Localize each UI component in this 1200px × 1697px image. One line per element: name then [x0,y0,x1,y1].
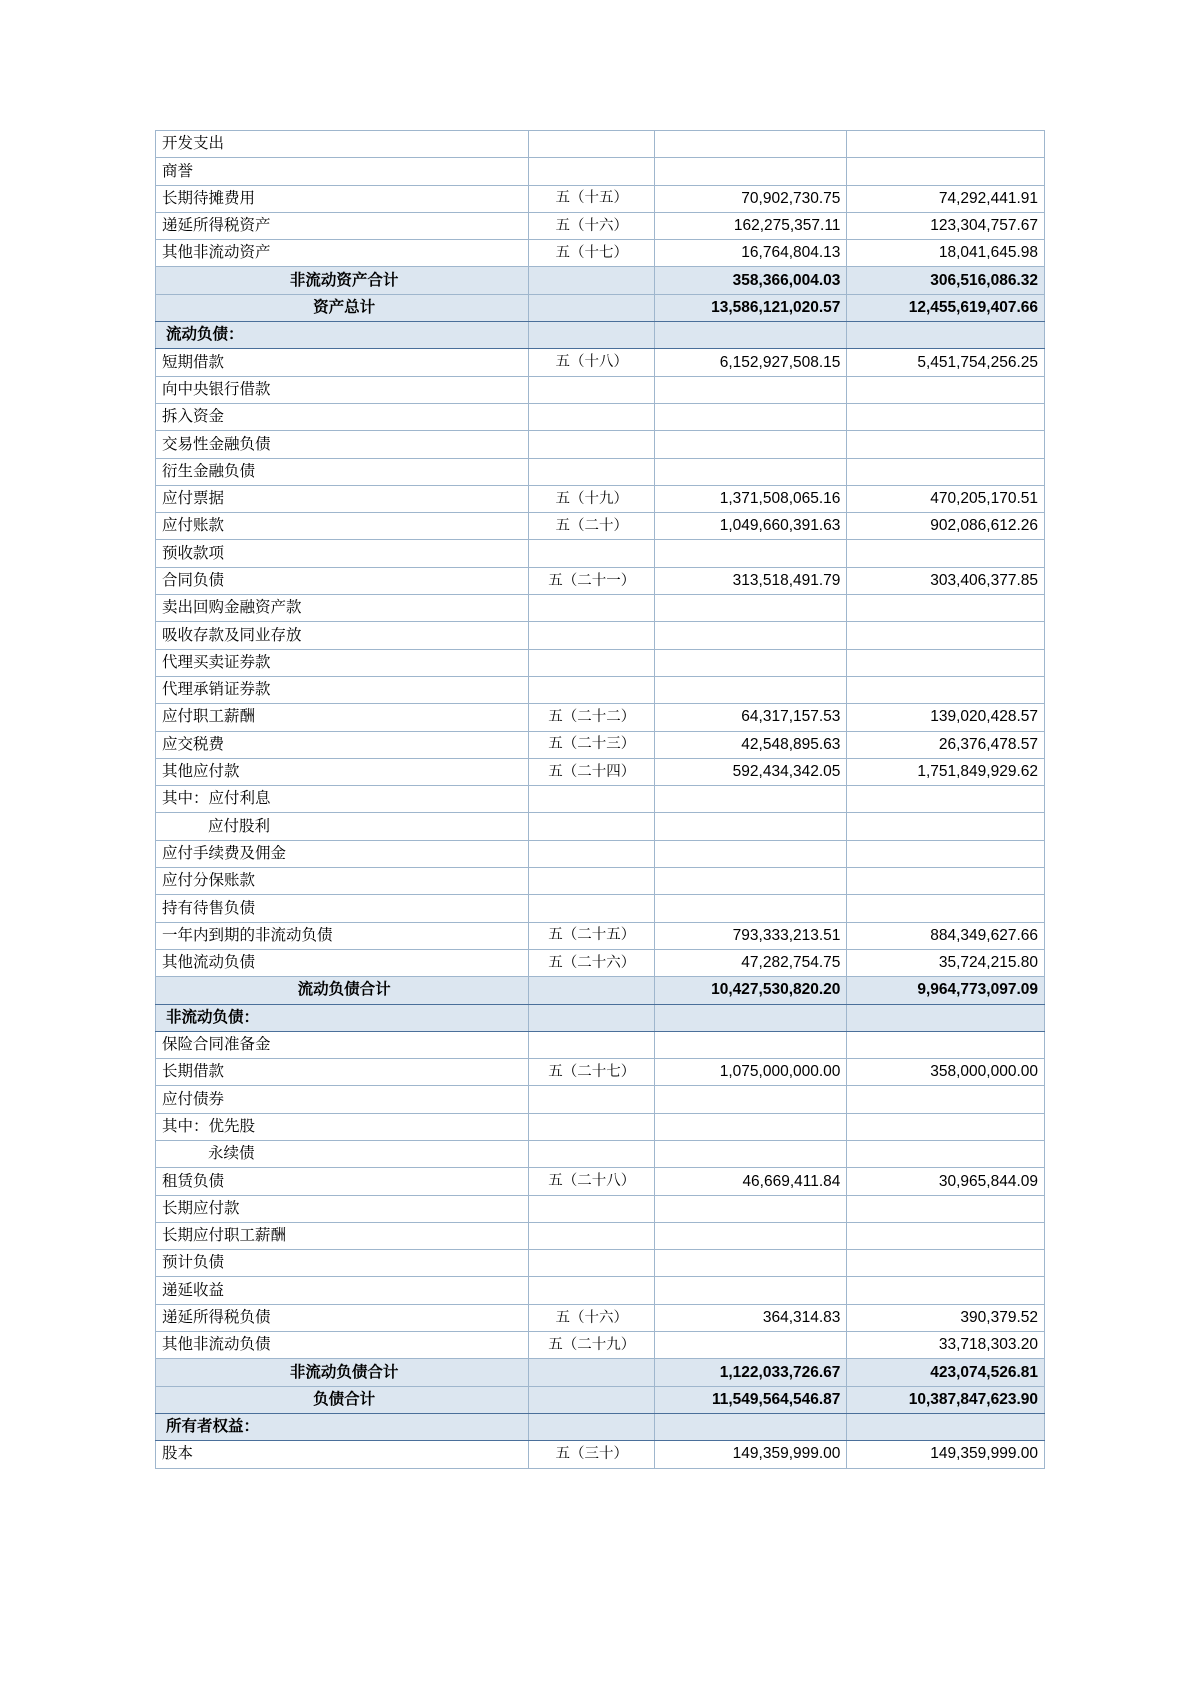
table-row [156,322,1045,349]
row-value-previous: 149,359,999.00 [847,1441,1045,1468]
row-value-current: 313,518,491.79 [655,567,847,594]
row-value-previous [847,376,1045,403]
row-value-current [655,1222,847,1249]
row-note-reference: 五（二十五） [529,922,655,949]
row-value-current [655,1004,847,1031]
row-value-previous: 902,086,612.26 [847,513,1045,540]
row-label: 合同负债 [156,567,529,594]
row-label: 向中央银行借款 [156,376,529,403]
row-value-current [655,813,847,840]
row-value-previous [847,649,1045,676]
row-label: 租赁负债 [156,1168,529,1195]
row-value-current [655,1113,847,1140]
table-row [156,458,1045,485]
row-value-current [655,840,847,867]
row-label: 非流动负债： [156,1004,529,1031]
row-label: 应付账款 [156,513,529,540]
row-value-current [655,1195,847,1222]
table-row [156,1277,1045,1304]
row-value-previous: 35,724,215.80 [847,949,1045,976]
row-note-reference [529,267,655,294]
row-value-current: 42,548,895.63 [655,731,847,758]
row-value-current: 70,902,730.75 [655,185,847,212]
balance-sheet-table [155,130,1045,1469]
row-value-previous: 1,751,849,929.62 [847,758,1045,785]
row-value-current: 1,075,000,000.00 [655,1059,847,1086]
row-label: 长期应付款 [156,1195,529,1222]
table-row [156,513,1045,540]
row-label: 卖出回购金融资产款 [156,595,529,622]
row-note-reference [529,294,655,321]
row-note-reference: 五（二十九） [529,1332,655,1359]
row-value-current: 149,359,999.00 [655,1441,847,1468]
table-row [156,1386,1045,1413]
row-value-previous [847,1222,1045,1249]
row-value-previous: 9,964,773,097.09 [847,977,1045,1004]
row-value-previous: 10,387,847,623.90 [847,1386,1045,1413]
row-note-reference [529,1004,655,1031]
table-row [156,1168,1045,1195]
row-note-reference: 五（二十） [529,513,655,540]
row-value-current: 64,317,157.53 [655,704,847,731]
row-label: 代理买卖证券款 [156,649,529,676]
table-row [156,595,1045,622]
row-value-previous [847,1413,1045,1440]
table-row [156,131,1045,158]
row-note-reference [529,403,655,430]
table-row [156,294,1045,321]
row-value-current: 1,122,033,726.67 [655,1359,847,1386]
row-value-current [655,1031,847,1058]
table-row [156,649,1045,676]
row-value-previous: 303,406,377.85 [847,567,1045,594]
table-row [156,1441,1045,1468]
table-row [156,1140,1045,1167]
row-label: 预计负债 [156,1250,529,1277]
row-note-reference: 五（十五） [529,185,655,212]
row-value-current [655,1140,847,1167]
row-label: 交易性金融负债 [156,431,529,458]
row-value-current: 13,586,121,020.57 [655,294,847,321]
row-value-current [655,895,847,922]
row-value-previous [847,595,1045,622]
table-row [156,868,1045,895]
row-note-reference [529,840,655,867]
row-label: 非流动负债合计 [156,1359,529,1386]
row-value-current [655,622,847,649]
row-value-previous: 390,379.52 [847,1304,1045,1331]
row-value-previous: 12,455,619,407.66 [847,294,1045,321]
row-value-previous [847,1195,1045,1222]
row-value-previous: 5,451,754,256.25 [847,349,1045,376]
row-note-reference [529,322,655,349]
row-note-reference: 五（十六） [529,1304,655,1331]
row-note-reference: 五（十九） [529,485,655,512]
row-note-reference [529,676,655,703]
table-body [156,131,1045,1469]
row-note-reference: 五（十八） [529,349,655,376]
row-note-reference: 五（二十三） [529,731,655,758]
row-value-previous: 358,000,000.00 [847,1059,1045,1086]
row-label: 应付手续费及佣金 [156,840,529,867]
row-label: 持有待售负债 [156,895,529,922]
row-value-current: 1,049,660,391.63 [655,513,847,540]
table-row [156,1413,1045,1440]
table-row [156,676,1045,703]
table-row [156,240,1045,267]
row-value-current [655,676,847,703]
row-note-reference [529,376,655,403]
table-row [156,1031,1045,1058]
row-label: 长期借款 [156,1059,529,1086]
row-note-reference: 五（二十六） [529,949,655,976]
row-value-current: 6,152,927,508.15 [655,349,847,376]
row-label: 应付职工薪酬 [156,704,529,731]
row-label: 应交税费 [156,731,529,758]
row-label: 应付债券 [156,1086,529,1113]
table-row [156,1222,1045,1249]
row-value-current: 47,282,754.75 [655,949,847,976]
row-note-reference [529,649,655,676]
row-label: 保险合同准备金 [156,1031,529,1058]
row-value-previous: 306,516,086.32 [847,267,1045,294]
row-note-reference: 五（十六） [529,212,655,239]
row-label: 永续债 [156,1140,529,1167]
table-row [156,349,1045,376]
row-value-previous [847,1277,1045,1304]
row-value-previous [847,431,1045,458]
row-value-previous: 139,020,428.57 [847,704,1045,731]
row-note-reference [529,813,655,840]
row-value-previous [847,786,1045,813]
row-value-previous: 26,376,478.57 [847,731,1045,758]
row-value-previous: 470,205,170.51 [847,485,1045,512]
row-label: 流动负债： [156,322,529,349]
table-row [156,1359,1045,1386]
table-row [156,158,1045,185]
row-label: 其他非流动资产 [156,240,529,267]
row-note-reference [529,1086,655,1113]
row-value-previous [847,1250,1045,1277]
row-value-previous: 423,074,526.81 [847,1359,1045,1386]
row-value-current [655,786,847,813]
row-value-current [655,376,847,403]
row-value-current [655,1086,847,1113]
row-value-previous [847,540,1045,567]
table-row [156,758,1045,785]
row-value-current: 592,434,342.05 [655,758,847,785]
row-label: 递延所得税负债 [156,1304,529,1331]
row-value-current [655,1413,847,1440]
row-note-reference [529,131,655,158]
table-row [156,922,1045,949]
row-label: 股本 [156,1441,529,1468]
row-note-reference [529,458,655,485]
table-row [156,704,1045,731]
table-row [156,1004,1045,1031]
row-label: 其他非流动负债 [156,1332,529,1359]
row-label: 衍生金融负债 [156,458,529,485]
row-value-current [655,868,847,895]
row-value-current: 358,366,004.03 [655,267,847,294]
row-note-reference: 五（二十四） [529,758,655,785]
table-row [156,840,1045,867]
row-note-reference [529,1359,655,1386]
row-label: 应付票据 [156,485,529,512]
table-row [156,1250,1045,1277]
row-note-reference [529,1113,655,1140]
row-label: 其中：应付利息 [156,786,529,813]
row-value-previous: 74,292,441.91 [847,185,1045,212]
table-row [156,731,1045,758]
table-row [156,1113,1045,1140]
row-note-reference [529,786,655,813]
row-label: 吸收存款及同业存放 [156,622,529,649]
row-note-reference [529,622,655,649]
row-value-current: 16,764,804.13 [655,240,847,267]
table-row [156,376,1045,403]
row-value-current [655,322,847,349]
row-value-previous: 33,718,303.20 [847,1332,1045,1359]
row-note-reference [529,431,655,458]
table-row [156,622,1045,649]
row-label: 其中：优先股 [156,1113,529,1140]
row-note-reference [529,1413,655,1440]
row-value-current [655,595,847,622]
row-value-previous [847,1031,1045,1058]
table-row [156,185,1045,212]
row-value-current [655,158,847,185]
row-label: 应付分保账款 [156,868,529,895]
table-row [156,1086,1045,1113]
table-row [156,212,1045,239]
row-value-current: 1,371,508,065.16 [655,485,847,512]
row-note-reference [529,868,655,895]
row-value-current: 46,669,411.84 [655,1168,847,1195]
row-value-previous [847,676,1045,703]
row-value-previous [847,1113,1045,1140]
table-row [156,403,1045,430]
row-label: 预收款项 [156,540,529,567]
row-value-current: 793,333,213.51 [655,922,847,949]
row-note-reference [529,1386,655,1413]
row-value-current [655,458,847,485]
row-label: 非流动资产合计 [156,267,529,294]
row-label: 资产总计 [156,294,529,321]
row-value-current [655,131,847,158]
row-value-previous [847,813,1045,840]
row-value-previous [847,158,1045,185]
row-value-previous [847,1004,1045,1031]
table-row [156,1195,1045,1222]
row-value-current: 162,275,357.11 [655,212,847,239]
table-row [156,895,1045,922]
table-row [156,485,1045,512]
table-row [156,1059,1045,1086]
row-value-current [655,1250,847,1277]
table-row [156,813,1045,840]
row-note-reference [529,158,655,185]
table-row [156,431,1045,458]
row-note-reference [529,595,655,622]
table-row [156,786,1045,813]
row-note-reference [529,1277,655,1304]
row-value-previous [847,1140,1045,1167]
row-label: 代理承销证券款 [156,676,529,703]
row-note-reference [529,1140,655,1167]
row-label: 一年内到期的非流动负债 [156,922,529,949]
row-value-current: 10,427,530,820.20 [655,977,847,1004]
row-label: 长期应付职工薪酬 [156,1222,529,1249]
row-note-reference [529,1195,655,1222]
table-row [156,977,1045,1004]
row-note-reference [529,977,655,1004]
row-value-previous [847,868,1045,895]
row-note-reference [529,1250,655,1277]
table-row [156,267,1045,294]
row-value-previous [847,622,1045,649]
row-value-current [655,403,847,430]
row-label: 长期待摊费用 [156,185,529,212]
table-row [156,567,1045,594]
row-value-previous [847,1086,1045,1113]
row-note-reference [529,1031,655,1058]
row-label: 商誉 [156,158,529,185]
row-value-current [655,540,847,567]
row-label: 递延所得税资产 [156,212,529,239]
row-label: 开发支出 [156,131,529,158]
row-note-reference: 五（三十） [529,1441,655,1468]
row-value-previous: 18,041,645.98 [847,240,1045,267]
row-label: 负债合计 [156,1386,529,1413]
row-value-current [655,1332,847,1359]
row-value-previous [847,458,1045,485]
row-note-reference [529,540,655,567]
row-value-current [655,431,847,458]
row-value-current [655,1277,847,1304]
row-label: 拆入资金 [156,403,529,430]
row-label: 所有者权益： [156,1413,529,1440]
row-label: 应付股利 [156,813,529,840]
row-value-previous: 884,349,627.66 [847,922,1045,949]
row-label: 其他应付款 [156,758,529,785]
row-value-previous [847,131,1045,158]
row-note-reference: 五（二十二） [529,704,655,731]
row-note-reference: 五（二十八） [529,1168,655,1195]
row-value-previous: 123,304,757.67 [847,212,1045,239]
row-label: 流动负债合计 [156,977,529,1004]
row-note-reference [529,1222,655,1249]
row-value-current: 11,549,564,546.87 [655,1386,847,1413]
table-row [156,949,1045,976]
row-label: 短期借款 [156,349,529,376]
table-row [156,540,1045,567]
row-label: 其他流动负债 [156,949,529,976]
row-note-reference: 五（二十一） [529,567,655,594]
row-note-reference: 五（二十七） [529,1059,655,1086]
table-row [156,1304,1045,1331]
row-label: 递延收益 [156,1277,529,1304]
row-value-previous [847,840,1045,867]
row-value-previous [847,403,1045,430]
row-note-reference: 五（十七） [529,240,655,267]
row-value-previous: 30,965,844.09 [847,1168,1045,1195]
row-value-current [655,649,847,676]
row-value-previous [847,322,1045,349]
row-value-previous [847,895,1045,922]
table-row [156,1332,1045,1359]
row-note-reference [529,895,655,922]
row-value-current: 364,314.83 [655,1304,847,1331]
